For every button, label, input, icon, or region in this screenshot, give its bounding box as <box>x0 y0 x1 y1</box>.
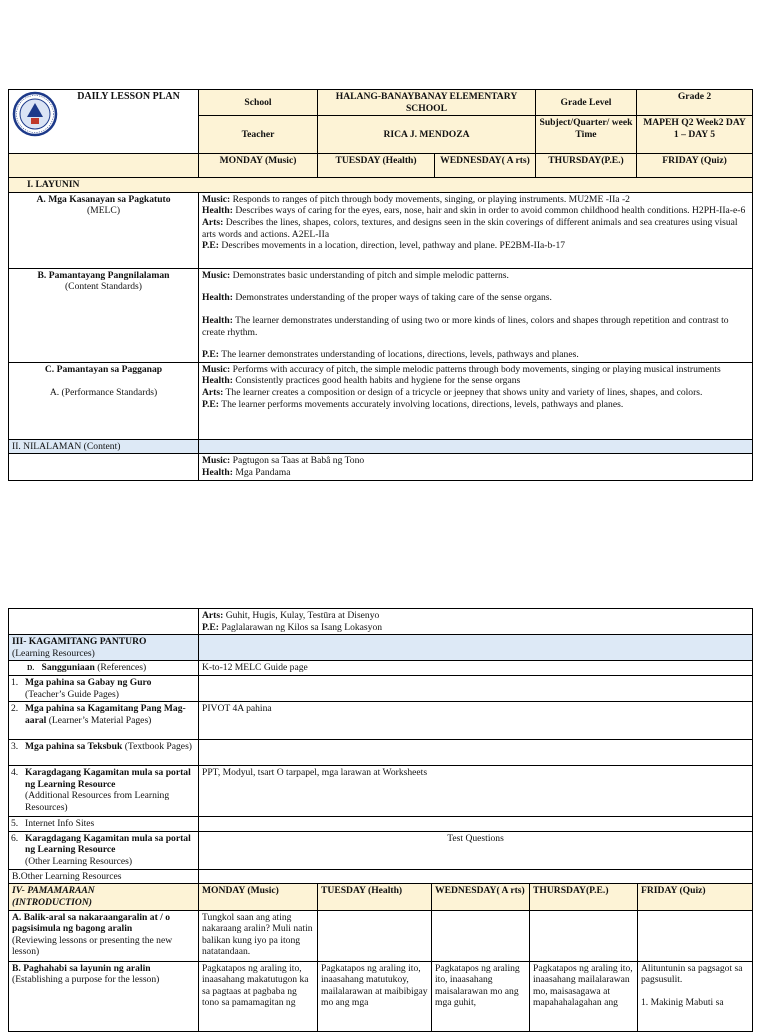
procedure-a-label <box>9 910 199 961</box>
header-logo-title <box>9 90 199 154</box>
grade-level-value: Grade 2 <box>637 90 753 116</box>
b-music-text: Demonstrates basic understanding of pitch and simple melodic patterns. <box>232 269 509 281</box>
b-music-label: Music: <box>202 269 231 281</box>
resource-item-4-rest: (Additional Resources from Learning Resources) <box>25 790 170 813</box>
content-topics <box>199 454 753 480</box>
b-health-label: Health: <box>202 292 233 304</box>
row-a-title: A. Mga Kasanayan sa Pagkatuto <box>36 193 171 205</box>
p2-day-friday: FRIDAY (Quiz) <box>638 884 753 910</box>
resource-item-5-number: 5. <box>11 818 19 830</box>
other-resources-value <box>199 869 753 884</box>
procedure-b-label <box>9 961 199 1031</box>
resource-item-2-bold: Mga pahina sa Kagamitang Pang Mag-aaral <box>25 703 186 726</box>
resource-item-6-rest: (Other Learning Resources) <box>25 855 133 867</box>
a-music-text: Responds to ranges of pitch through body movements, singing, or playing instruments. MU2ME -IIa -2 <box>232 193 630 205</box>
subject-value: MAPEH Q2 Week2 DAY 1 – DAY 5 <box>637 116 753 154</box>
resource-item-6 <box>9 831 199 869</box>
section-kagamitan-fill <box>199 635 753 661</box>
deped-seal-icon <box>12 91 58 137</box>
resource-item-4-number: 4. <box>11 767 19 779</box>
resource-item-2 <box>9 702 199 740</box>
school-name: HALANG-BANAYBANAY ELEMENTARY SCHOOL <box>318 90 536 116</box>
resource-item-3-value <box>199 740 753 766</box>
section-nilalaman-bold: II. NILALAMAN <box>12 440 82 452</box>
b-pe-label: P.E: <box>202 349 219 361</box>
procedure-b-wednesday: Pagkatapos ng araling ito, inaasahang maisalarawan mo ang mga guhit, <box>432 961 530 1031</box>
section-kagamitan <box>9 635 199 661</box>
section-kagamitan-sub: (Learning Resources) <box>12 647 95 659</box>
c-arts-label: Arts: <box>202 386 224 398</box>
row-a-label <box>9 192 199 268</box>
row-b-sub: (Content Standards) <box>64 281 142 293</box>
plan-title: DAILY LESSON PLAN <box>77 91 180 102</box>
a-health-text: Describes ways of caring for the eyes, ears, nose, hair and skin in order to avoid common childhood health conditions. H2PH-IIa-e-6 <box>235 205 746 217</box>
procedure-a-rest: (Reviewing lessons or presenting the new lesson) <box>12 934 173 958</box>
row-a-sub: (MELC) <box>86 205 121 217</box>
content-health-text: Mga Pandama <box>235 466 291 478</box>
references-letter: D. <box>27 663 35 673</box>
c-health-text: Consistently practices good health habits and hygiene for the sense organs <box>235 375 521 387</box>
a-arts-label: Arts: <box>202 216 224 228</box>
resource-item-3 <box>9 740 199 766</box>
procedure-b-thursday: Pagkatapos ng araling ito, inaasahang mailalarawan mo, maisasagawa at mapahahalagahan ang <box>530 961 638 1031</box>
resource-item-6-number: 6. <box>11 832 19 844</box>
c-pe-label: P.E: <box>202 398 219 410</box>
section-pamamaraan <box>9 884 199 910</box>
resource-item-5-value <box>199 817 753 832</box>
procedure-b-friday-line1: Alituntunin sa pagsagot sa pagsusulit. <box>641 962 743 986</box>
a-pe-text: Describes movements in a location, direction, level, pathway and plane. PE2BM-IIa-b-17 <box>221 240 566 252</box>
lesson-plan-table-page2 <box>8 608 753 1032</box>
resource-item-3-number: 3. <box>11 741 19 753</box>
row-b-label <box>9 268 199 362</box>
teacher-label: Teacher <box>199 116 318 154</box>
resource-item-5-rest: Internet Info Sites <box>25 818 95 830</box>
procedure-b-rest: (Establishing a purpose for the lesson) <box>12 974 160 986</box>
procedure-b-friday <box>638 961 753 1031</box>
b-arts-label: Health: <box>202 314 233 326</box>
procedure-a-thursday <box>530 910 638 961</box>
procedure-a-bold: A. Balik-aral sa nakaraangaralin at / o pagsisimula ng bagong aralin <box>12 911 171 935</box>
section-kagamitan-title: III- KAGAMITANG PANTURO <box>12 636 147 648</box>
row-c-title: C. Pamantayan sa Pagganap <box>44 363 163 375</box>
p2-day-thursday: THURSDAY(P.E.) <box>530 884 638 910</box>
c-music-label: Music: <box>202 363 231 375</box>
content-health-label: Health: <box>202 466 233 478</box>
day-header-friday: FRIDAY (Quiz) <box>637 154 753 178</box>
c-music-text: Performs with accuracy of pitch, the simple melodic patterns through body movements, singing or playing musical instruments <box>232 363 721 375</box>
procedure-b-bold: B. Paghahabi sa layunin ng aralin <box>12 962 151 974</box>
row-c-sub: A. (Performance Standards) <box>49 386 158 398</box>
p2-pe-label: P.E: <box>202 621 219 633</box>
grade-level-label: Grade Level <box>536 90 637 116</box>
section-layunin: I. LAYUNIN <box>9 178 753 193</box>
procedure-b-friday-line2: 1. Makinig Mabuti sa <box>641 996 724 1008</box>
references-label <box>9 661 199 676</box>
resource-item-2-number: 2. <box>11 703 19 715</box>
content-music-text: Pagtugon sa Taas at Babâ ng Tono <box>232 455 365 467</box>
resource-item-2-rest: (Learner’s Material Pages) <box>46 714 152 726</box>
p2-day-tuesday: TUESDAY (Health) <box>318 884 432 910</box>
procedure-b-tuesday: Pagkatapos ng araling ito, inaasahang matutukoy, mailalarawan at maibibigay mo ang mga <box>318 961 432 1031</box>
row-c-label <box>9 362 199 439</box>
row-b-content <box>199 268 753 362</box>
resource-item-4-value: PPT, Modyul, tsart O tarpapel, mga larawan at Worksheets <box>199 766 753 817</box>
content-music-label: Music: <box>202 455 231 467</box>
other-resources-label: B.Other Learning Resources <box>9 869 199 884</box>
c-pe-text: The learner performs movements accurately involving locations, directions, levels, pathways and planes. <box>221 398 624 410</box>
topics-label-blank <box>9 609 199 635</box>
resource-item-1-value <box>199 675 753 701</box>
p2-arts-label: Arts: <box>202 610 224 621</box>
b-pe-text: The learner demonstrates understanding of locations, directions, levels, pathways and planes. <box>221 349 579 361</box>
c-arts-text: The learner creates a composition or design of a tricycle or jeepney that shows unity and variety of lines, shapes, and colors. <box>225 386 703 398</box>
references-rest: (References) <box>94 662 147 674</box>
procedure-a-monday: Tungkol saan ang ating nakaraang aralin? Muli natin balikan kung iyo pa itong natatandaan. <box>199 910 318 961</box>
row-c-content <box>199 362 753 439</box>
row-b-title: B. Pamantayang Pangnilalaman <box>37 269 170 281</box>
topics-continued <box>199 609 753 635</box>
a-health-label: Health: <box>202 205 233 217</box>
p2-arts-text: Guhit, Hugis, Kulay, Testūra at Disenyo <box>225 610 380 621</box>
resource-item-6-bold: Karagdagang Kagamitan mula sa portal ng Learning Resource <box>25 832 191 856</box>
procedure-b-monday: Pagkatapos ng araling ito, inaasahang makatutugon ka sa pagtaas at pagbaba ng tono sa pamamagitan ng <box>199 961 318 1031</box>
procedure-a-wednesday <box>432 910 530 961</box>
school-label: School <box>199 90 318 116</box>
resource-item-4 <box>9 766 199 817</box>
procedure-a-friday <box>638 910 753 961</box>
row-a-content <box>199 192 753 268</box>
p2-day-monday: MONDAY (Music) <box>199 884 318 910</box>
references-bold: Sangguniaan <box>41 662 95 674</box>
section-nilalaman <box>9 439 199 454</box>
resource-item-4-bold: Karagdagang Kagamitan mula sa portal ng Learning Resource <box>25 767 191 790</box>
b-arts-text: The learner demonstrates understanding of using two or more kinds of lines, colors and shapes through repetition and contrast to create rhythm. <box>202 314 729 338</box>
subject-label: Subject/Quarter/ week Time <box>536 116 637 154</box>
day-header-tuesday: TUESDAY (Health) <box>318 154 435 178</box>
section-pamamaraan-title: IV- PAMAMARAAN <box>12 885 95 897</box>
b-health-text: Demonstrates understanding of the proper ways of taking care of the sense organs. <box>235 292 552 304</box>
procedure-a-tuesday <box>318 910 432 961</box>
a-pe-label: P.E: <box>202 240 219 252</box>
p2-pe-text: Paglalarawan ng Kilos sa Isang Lokasyon <box>221 621 383 633</box>
section-nilalaman-fill <box>199 439 753 454</box>
teacher-name: RICA J. MENDOZA <box>318 116 536 154</box>
day-header-blank <box>9 154 199 178</box>
c-health-label: Health: <box>202 375 233 387</box>
day-header-monday: MONDAY (Music) <box>199 154 318 178</box>
p2-day-wednesday: WEDNESDAY( A rts) <box>432 884 530 910</box>
resource-item-1-number: 1. <box>11 676 19 688</box>
resource-item-1-rest: (Teacher’s Guide Pages) <box>25 688 119 700</box>
section-pamamaraan-sub: (INTRODUCTION) <box>12 896 92 908</box>
day-header-wednesday: WEDNESDAY( A rts) <box>435 154 536 178</box>
section-nilalaman-rest: (Content) <box>81 440 121 452</box>
content-label-blank <box>9 454 199 480</box>
resource-item-1 <box>9 675 199 701</box>
resource-item-5 <box>9 817 199 832</box>
resource-item-3-bold: Mga pahina sa Teksbuk <box>25 741 123 753</box>
day-header-thursday: THURSDAY(P.E.) <box>536 154 637 178</box>
a-music-label: Music: <box>202 193 231 205</box>
resource-item-3-rest: (Textbook Pages) <box>122 741 192 753</box>
resource-item-6-value: Test Questions <box>199 831 753 869</box>
resource-item-1-bold: Mga pahina sa Gabay ng Guro <box>25 676 152 688</box>
a-arts-text: Describes the lines, shapes, colors, textures, and designs seen in the skin coverings of different animals and sea creatures using visual arts words and actions. A2EL-IIa <box>202 216 738 240</box>
resource-item-2-value: PIVOT 4A pahina <box>199 702 753 740</box>
references-value: K-to-12 MELC Guide page <box>199 661 753 676</box>
lesson-plan-table-page1 <box>8 89 753 481</box>
